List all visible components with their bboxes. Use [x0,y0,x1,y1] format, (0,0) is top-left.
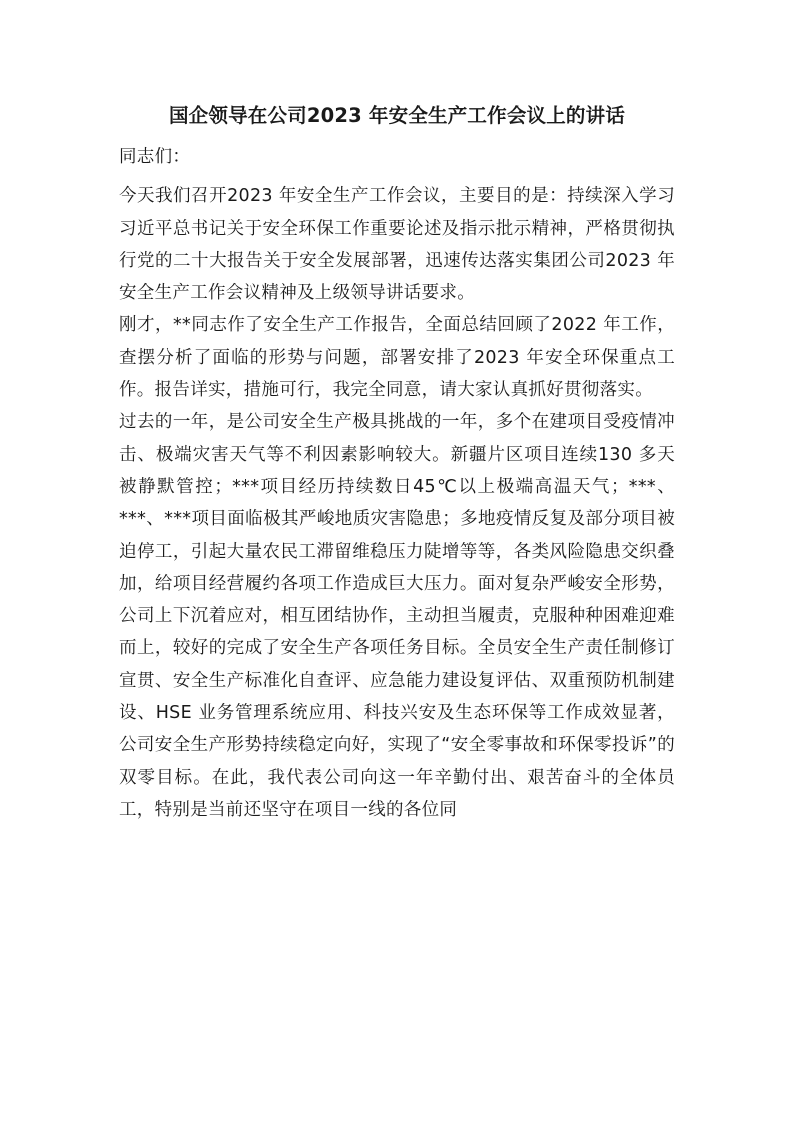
document-title: 国企领导在公司2023 年安全生产工作会议上的讲话 [168,104,626,127]
paragraph-1: 今天我们召开2023 年安全生产工作会议，主要目的是：持续深入学习习近平总书记关于安全环保工作重要论述及指示批示精神，严格贯彻执行党的二十大报告关于安全发展部署，迅速传达落实集团公司2023 年安全生产工作会议精神及上级领导讲话要求。 [119,186,675,304]
paragraph-2: 刚才，**同志作了安全生产工作报告，全面总结回顾了2022 年工作，查摆分析了面临的形势与问题，部署安排了2023 年安全环保重点工作。报告详实，措施可行，我完全同意，请大家认真抓好贯彻落实。 [119,315,675,401]
greeting: 同志们： [119,147,191,167]
paragraph-3: 过去的一年，是公司安全生产极具挑战的一年，多个在建项目受疫情冲击、极端灾害天气等不利因素影响较大。新疆片区项目连续130 多天被静默管控；***项目经历持续数日45℃以上极端高温天气；***、***、***项目面临极其严峻地质灾害隐患；多地疫情反复及部分项目被迫停工，引起大量农民工滞留维稳压力陡增等等，各类风险隐患交织叠加，给项目经营履约各项工作造成巨大压力。面对复杂严峻安全形势，公司上下沉着应对，相互团结协作，主动担当履责，克服种种困难迎难而上，较好的完成了安全生产各项任务目标。全员安全生产责任制修订宣贯、安全生产标准化自查评、应急能力建设复评估、双重预防机制建设、HSE 业务管理系统应用、科技兴安及生态环保等工作成效显著，公司安全生产形势持续稳定向好，实现了“安全零事故和环保零投诉”的双零目标。在此，我代表公司向这一年辛勤付出、艰苦奋斗的全体员工，特别是当前还坚守在项目一线的各位同 [119,412,675,820]
